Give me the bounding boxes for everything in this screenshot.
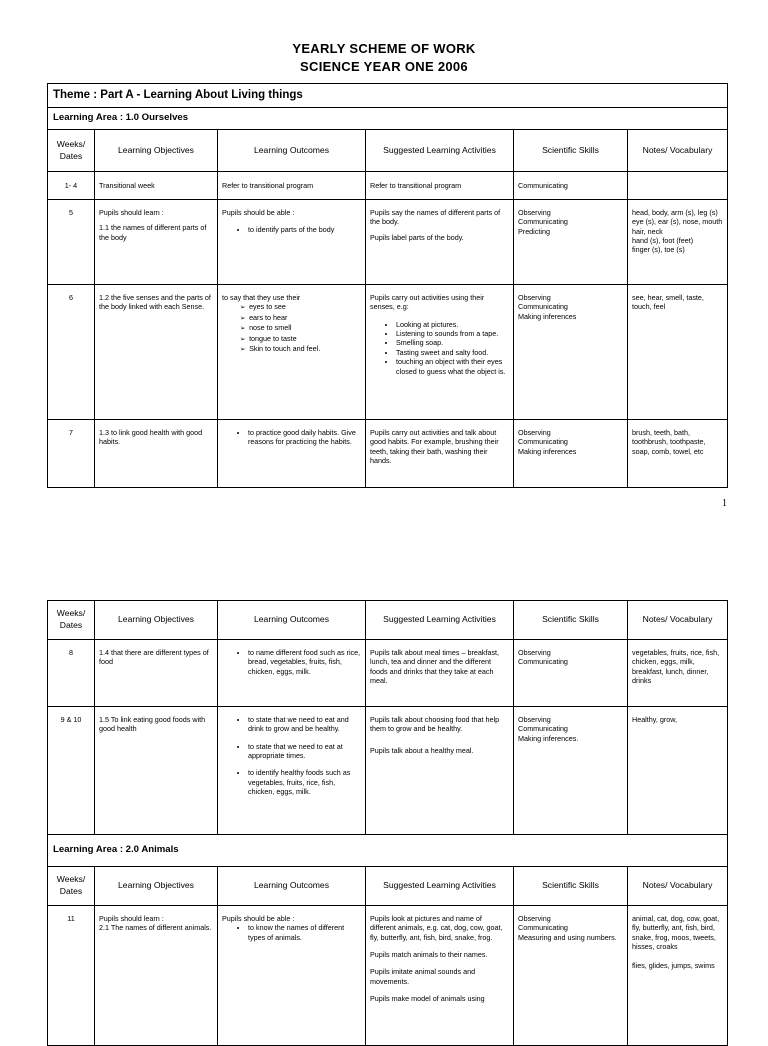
skill-item: Communicating	[518, 437, 568, 447]
week-cell: 1- 4	[48, 172, 95, 200]
activity-text: Pupils match animals to their names.	[370, 950, 488, 960]
activities-cell	[366, 200, 514, 285]
col-header-notes: Notes/ Vocabulary	[628, 601, 728, 640]
col-header-weeks: Weeks/ Dates	[48, 130, 95, 172]
outcomes-cell	[218, 707, 366, 835]
activity-text: Pupils make model of animals using	[370, 994, 485, 1004]
skills-cell	[514, 420, 628, 488]
outcomes-cell	[218, 200, 366, 285]
activity-item: • Tasting sweet and salty food.	[396, 348, 509, 357]
col-header-outcomes: Learning Outcomes	[218, 130, 366, 172]
skills-cell	[514, 200, 628, 285]
col-header-activities: Suggested Learning Activities	[366, 601, 514, 640]
activities-cell	[366, 285, 514, 420]
outcome-item: • to state that we need to eat at appropriate times.	[248, 742, 361, 761]
objectives-cell	[95, 200, 218, 285]
activity-item: • Looking at pictures.	[396, 320, 509, 329]
col-header-notes: Notes/ Vocabulary	[628, 867, 728, 906]
activities-cell: Pupils talk about meal times – breakfast, lunch, tea and dinner and the different foods and drinks that they take at each meal.	[366, 640, 514, 707]
skill-item: Communicating	[518, 302, 568, 312]
objectives-cell	[95, 906, 218, 1046]
outcomes-cell	[218, 906, 366, 1046]
col-header-skills: Scientific Skills	[514, 867, 628, 906]
outcomes-intro: Pupils should be able :	[222, 208, 295, 217]
objective-text: 1.2 the five senses and the parts of the body linked with each Sense.	[99, 293, 211, 312]
activities-cell	[366, 906, 514, 1046]
outcomes-cell	[218, 640, 366, 707]
outcome-item: ➢ eyes to see	[240, 302, 361, 312]
outcome-item: • to identify healthy foods such as vegetables, fruits, rice, fish, chicken, eggs, milk.	[248, 768, 361, 796]
outcomes-intro: Pupils should be able :	[222, 914, 295, 923]
outcomes-cell	[218, 420, 366, 488]
table-row	[48, 906, 728, 1046]
skill-item: Communicating	[518, 657, 568, 667]
outcome-item: • to name different food such as rice, bread, vegetables, fruits, fish, chicken, eggs, milk.	[248, 648, 361, 676]
column-header-row	[48, 130, 728, 172]
objective-text: 2.1 The names of different animals.	[99, 923, 212, 933]
col-header-skills: Scientific Skills	[514, 601, 628, 640]
notes-cell: see, hear, smell, taste, touch, feel	[628, 285, 728, 420]
objectives-cell: Transitional week	[95, 172, 218, 200]
document-subtitle: SCIENCE YEAR ONE 2006	[300, 59, 468, 74]
skill-item: Observing	[518, 428, 551, 437]
skills-cell	[514, 640, 628, 707]
activities-cell: Pupils carry out activities and talk about good habits. For example, brushing their teeth, taking their bath, washing their hands.	[366, 420, 514, 488]
objectives-cell: 1.5 To link eating good foods with good health	[95, 707, 218, 835]
skill-item: Communicating	[518, 217, 568, 227]
skill-item: Making inferences.	[518, 733, 579, 743]
scheme-table-page2	[47, 600, 728, 1046]
skills-cell	[514, 906, 628, 1046]
activities-cell: Refer to transitional program	[366, 172, 514, 200]
objectives-cell: 1.4 that there are different types of food	[95, 640, 218, 707]
skills-cell: Communicating	[514, 172, 628, 200]
notes-cell	[628, 906, 728, 1046]
notes-cell: head, body, arm (s), leg (s) eye (s), ear (s), nose, mouth hair, neck hand (s), foot (feet) finger (s), toe (s)	[628, 200, 728, 285]
col-header-weeks: Weeks/ Dates	[48, 601, 95, 640]
outcome-item: • to state that we need to eat and drink to grow and be healthy.	[248, 715, 361, 734]
objectives-cell	[95, 285, 218, 420]
document-title: YEARLY SCHEME OF WORK	[292, 41, 476, 56]
outcomes-cell: Refer to transitional program	[218, 172, 366, 200]
col-header-objectives: Learning Objectives	[95, 130, 218, 172]
outcome-item: ➢ nose to smell	[240, 323, 361, 333]
col-header-activities: Suggested Learning Activities	[366, 867, 514, 906]
activity-text: Pupils talk about a healthy meal.	[370, 745, 474, 755]
week-cell: 6	[48, 285, 95, 420]
activity-text: Pupils label parts of the body.	[370, 232, 464, 242]
outcome-item: • to identify parts of the body	[248, 225, 361, 234]
skills-cell	[514, 707, 628, 835]
scheme-table-page1	[47, 83, 728, 488]
col-header-activities: Suggested Learning Activities	[366, 130, 514, 172]
objectives-intro: Pupils should learn :	[99, 208, 164, 217]
skill-item: Measuring and using numbers.	[518, 932, 617, 942]
col-header-objectives: Learning Objectives	[95, 601, 218, 640]
outcome-item: • to practice good daily habits. Give reasons for practicing the habits.	[248, 428, 361, 447]
skill-item: Observing	[518, 648, 551, 657]
col-header-outcomes: Learning Outcomes	[218, 601, 366, 640]
column-header-row	[48, 601, 728, 640]
activity-item: • Listening to sounds from a tape.	[396, 329, 509, 338]
skill-item: Predicting	[518, 226, 550, 236]
outcomes-intro: to say that they use their	[222, 293, 301, 302]
notes-cell: brush, teeth, bath, toothbrush, toothpaste, soap, comb, towel, etc	[628, 420, 728, 488]
table-row	[48, 707, 728, 835]
objectives-intro: Pupils should learn :	[99, 914, 164, 923]
table-row	[48, 420, 728, 488]
col-header-skills: Scientific Skills	[514, 130, 628, 172]
learning-area-heading: Learning Area : 1.0 Ourselves	[48, 108, 728, 130]
skills-cell	[514, 285, 628, 420]
week-cell: 5	[48, 200, 95, 285]
page-number: 1	[722, 498, 727, 509]
week-cell: 7	[48, 420, 95, 488]
outcomes-cell	[218, 285, 366, 420]
outcome-item: • to know the names of different types of animals.	[248, 923, 361, 942]
activity-text: Pupils say the names of different parts of the body.	[370, 208, 501, 227]
notes-text: animal, cat, dog, cow, goat, fly, butterfly, ant, fish, bird, snake, frog, moos, tweets, hisses, croaks	[632, 914, 720, 952]
activity-item: • touching an object with their eyes closed to guess what the object is.	[396, 357, 509, 376]
table-row	[48, 200, 728, 285]
activity-item: • Smelling soap.	[396, 338, 509, 347]
week-cell: 11	[48, 906, 95, 1046]
skill-item: Observing	[518, 293, 551, 302]
col-header-notes: Notes/ Vocabulary	[628, 130, 728, 172]
skill-item: Observing	[518, 208, 551, 217]
notes-cell: vegetables, fruits, rice, fish, chicken, eggs, milk, breakfast, lunch, dinner, drinks	[628, 640, 728, 707]
notes-cell	[628, 172, 728, 200]
week-cell: 9 & 10	[48, 707, 95, 835]
table-row	[48, 172, 728, 200]
activity-text: Pupils imitate animal sounds and movements.	[370, 967, 476, 986]
skill-item: Observing	[518, 715, 551, 724]
outcome-item: ➢ Skin to touch and feel.	[240, 344, 361, 354]
activities-cell	[366, 707, 514, 835]
skill-item: Communicating	[518, 923, 568, 933]
activity-text: Pupils talk about choosing food that help them to grow and be healthy.	[370, 715, 500, 734]
outcome-item: ➢ tongue to taste	[240, 334, 361, 344]
outcome-item: ➢ ears to hear	[240, 313, 361, 323]
col-header-outcomes: Learning Outcomes	[218, 867, 366, 906]
skill-item: Making inferences	[518, 446, 577, 456]
col-header-objectives: Learning Objectives	[95, 867, 218, 906]
notes-cell: Healthy, grow,	[628, 707, 728, 835]
notes-text: flies, glides, jumps, swims	[632, 961, 715, 971]
col-header-weeks: Weeks/ Dates	[48, 867, 95, 906]
theme-heading: Theme : Part A - Learning About Living things	[48, 84, 728, 108]
table-row	[48, 640, 728, 707]
skill-item: Making inferences	[518, 311, 577, 321]
learning-area-heading: Learning Area : 2.0 Animals	[48, 835, 728, 867]
skill-item: Observing	[518, 914, 551, 923]
column-header-row	[48, 867, 728, 906]
activity-text: Pupils look at pictures and name of different animals, e.g. cat, dog, cow, goat, fly, butterfly, ant, fish, bird, snake, frog.	[370, 914, 503, 942]
objective-text: 1.1 the names of different parts of the body	[99, 223, 207, 242]
table-row	[48, 285, 728, 420]
week-cell: 8	[48, 640, 95, 707]
objectives-cell: 1.3 to link good health with good habits.	[95, 420, 218, 488]
activities-intro: Pupils carry out activities using their senses, e.g:	[370, 293, 485, 312]
skill-item: Communicating	[518, 724, 568, 734]
